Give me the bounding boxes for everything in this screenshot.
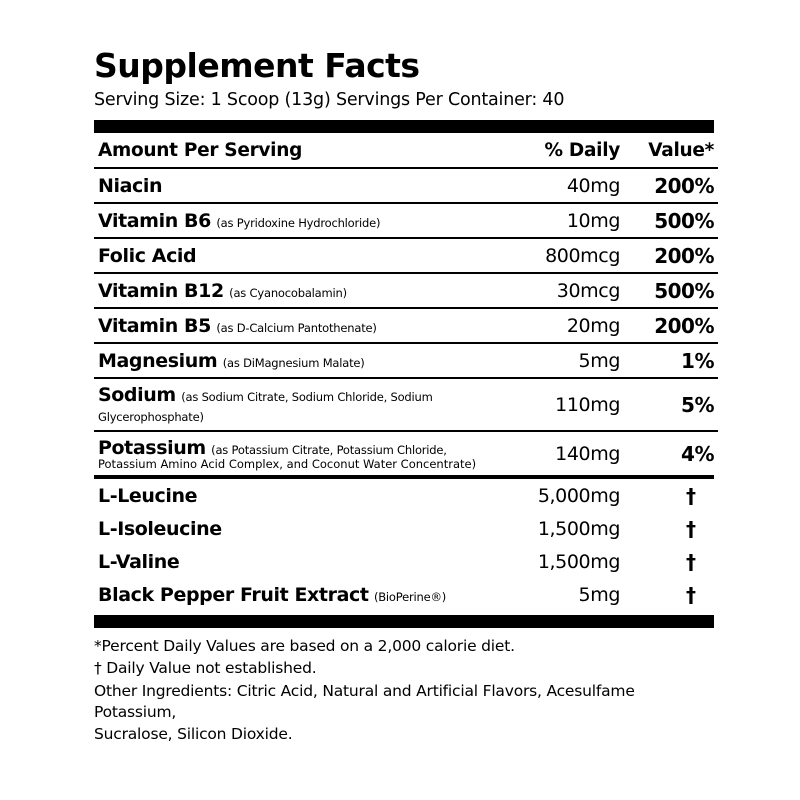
- table-row: [94, 379, 718, 430]
- nutrient-source: (BioPerine®): [373, 590, 447, 605]
- table-row: [94, 204, 718, 237]
- footnotes: [94, 628, 714, 745]
- other-ingredients-line2: Sucralose, Silicon Dioxide.: [94, 724, 293, 743]
- nutrient-dv: †: [686, 484, 696, 509]
- nutrient-name: Folic Acid: [98, 245, 197, 268]
- nutrient-source: (as Sodium Citrate, Sodium Chloride, Sodium Glycerophosphate): [98, 390, 433, 425]
- nutrient-dv: 200%: [654, 244, 714, 269]
- nutrient-name: Vitamin B12: [98, 280, 224, 303]
- nutrient-cell: [94, 344, 502, 377]
- table-header-row: [94, 133, 718, 167]
- footnote-dagger: † Daily Value not established.: [94, 659, 317, 678]
- nutrient-cell: [94, 479, 502, 512]
- header-percent-daily: % Daily: [544, 140, 620, 162]
- nutrient-dv: 500%: [654, 279, 714, 304]
- nutrient-cell: [94, 239, 502, 272]
- nutrient-cell: [94, 578, 502, 611]
- nutrient-name: Magnesium: [98, 350, 218, 373]
- nutrient-source: (as Cyanocobalamin): [229, 286, 347, 301]
- nutrient-source: (as Pyridoxine Hydrochloride): [216, 216, 381, 231]
- nutrient-amount: 1,500mg: [537, 518, 620, 541]
- table-row: [94, 344, 718, 377]
- nutrient-amount: 10mg: [566, 210, 620, 233]
- nutrient-amount: 1,500mg: [537, 551, 620, 574]
- nutrition-table: [94, 133, 718, 475]
- nutrient-amount: 140mg: [555, 443, 620, 466]
- nutrient-dv: 1%: [681, 349, 714, 374]
- nutrient-dv: †: [686, 550, 696, 575]
- nutrient-dv: †: [686, 517, 696, 542]
- thick-divider-top: [94, 120, 714, 133]
- nutrient-amount: 5,000mg: [537, 485, 620, 508]
- nutrient-source: (as Potassium Citrate, Potassium Chloride,: [211, 443, 447, 458]
- nutrient-amount: 40mg: [566, 175, 620, 198]
- nutrient-dv: 500%: [654, 209, 714, 234]
- nutrient-source-line2: Potassium Amino Acid Complex, and Coconut Water Concentrate): [98, 457, 477, 472]
- nutrient-name: Sodium: [98, 384, 176, 407]
- nutrient-dv: †: [686, 583, 696, 608]
- nutrient-name: Vitamin B5: [98, 315, 211, 338]
- nutrient-cell: [94, 432, 502, 475]
- table-row: [94, 169, 718, 202]
- table-row: [94, 479, 718, 512]
- table-row: [94, 309, 718, 342]
- nutrient-dv: 200%: [654, 314, 714, 339]
- nutrient-dv: 200%: [654, 174, 714, 199]
- header-amount-per-serving: Amount Per Serving: [98, 140, 303, 162]
- nutrient-cell: [94, 309, 502, 342]
- nutrient-name: Black Pepper Fruit Extract: [98, 584, 369, 607]
- nutrient-cell: [94, 274, 502, 307]
- nutrient-name: L-Valine: [98, 551, 180, 574]
- table-row: [94, 512, 718, 545]
- table-row: [94, 274, 718, 307]
- page-title: Supplement Facts: [94, 46, 420, 85]
- nutrient-cell: [94, 169, 502, 202]
- nutrient-amount: 30mcg: [556, 280, 620, 303]
- table-row: [94, 578, 718, 611]
- nutrient-name: L-Isoleucine: [98, 518, 222, 541]
- nutrient-cell: [94, 512, 502, 545]
- nutrient-cell: [94, 545, 502, 578]
- nutrient-name: Niacin: [98, 175, 163, 198]
- nutrient-amount: 20mg: [566, 315, 620, 338]
- table-row: [94, 432, 718, 475]
- nutrient-dv: 5%: [681, 393, 714, 418]
- footnote-percent-daily: *Percent Daily Values are based on a 2,000 calorie diet.: [94, 637, 515, 656]
- nutrient-name: Potassium: [98, 437, 206, 460]
- nutrient-source: (as DiMagnesium Malate): [222, 356, 365, 371]
- nutrient-amount: 110mg: [555, 394, 620, 417]
- nutrient-cell: [94, 379, 502, 430]
- supplement-facts-panel: [94, 48, 714, 746]
- nutrient-cell: [94, 204, 502, 237]
- nutrient-name: L-Leucine: [98, 485, 198, 508]
- serving-size-line: Serving Size: 1 Scoop (13g) Servings Per Container: 40: [94, 90, 565, 111]
- nutrient-name: Vitamin B6: [98, 210, 211, 233]
- thick-divider-bottom: [94, 615, 714, 628]
- nutrient-source: (as D-Calcium Pantothenate): [216, 321, 377, 336]
- table-row: [94, 545, 718, 578]
- amino-acid-table: [94, 479, 718, 611]
- table-row: [94, 239, 718, 272]
- header-value: Value*: [648, 140, 714, 162]
- other-ingredients-line1: Other Ingredients: Citric Acid, Natural and Artificial Flavors, Acesulfame Potassium,: [94, 682, 635, 721]
- nutrient-amount: 5mg: [578, 350, 620, 373]
- nutrient-amount: 800mcg: [545, 245, 620, 268]
- nutrient-amount: 5mg: [578, 584, 620, 607]
- nutrient-dv: 4%: [681, 442, 714, 467]
